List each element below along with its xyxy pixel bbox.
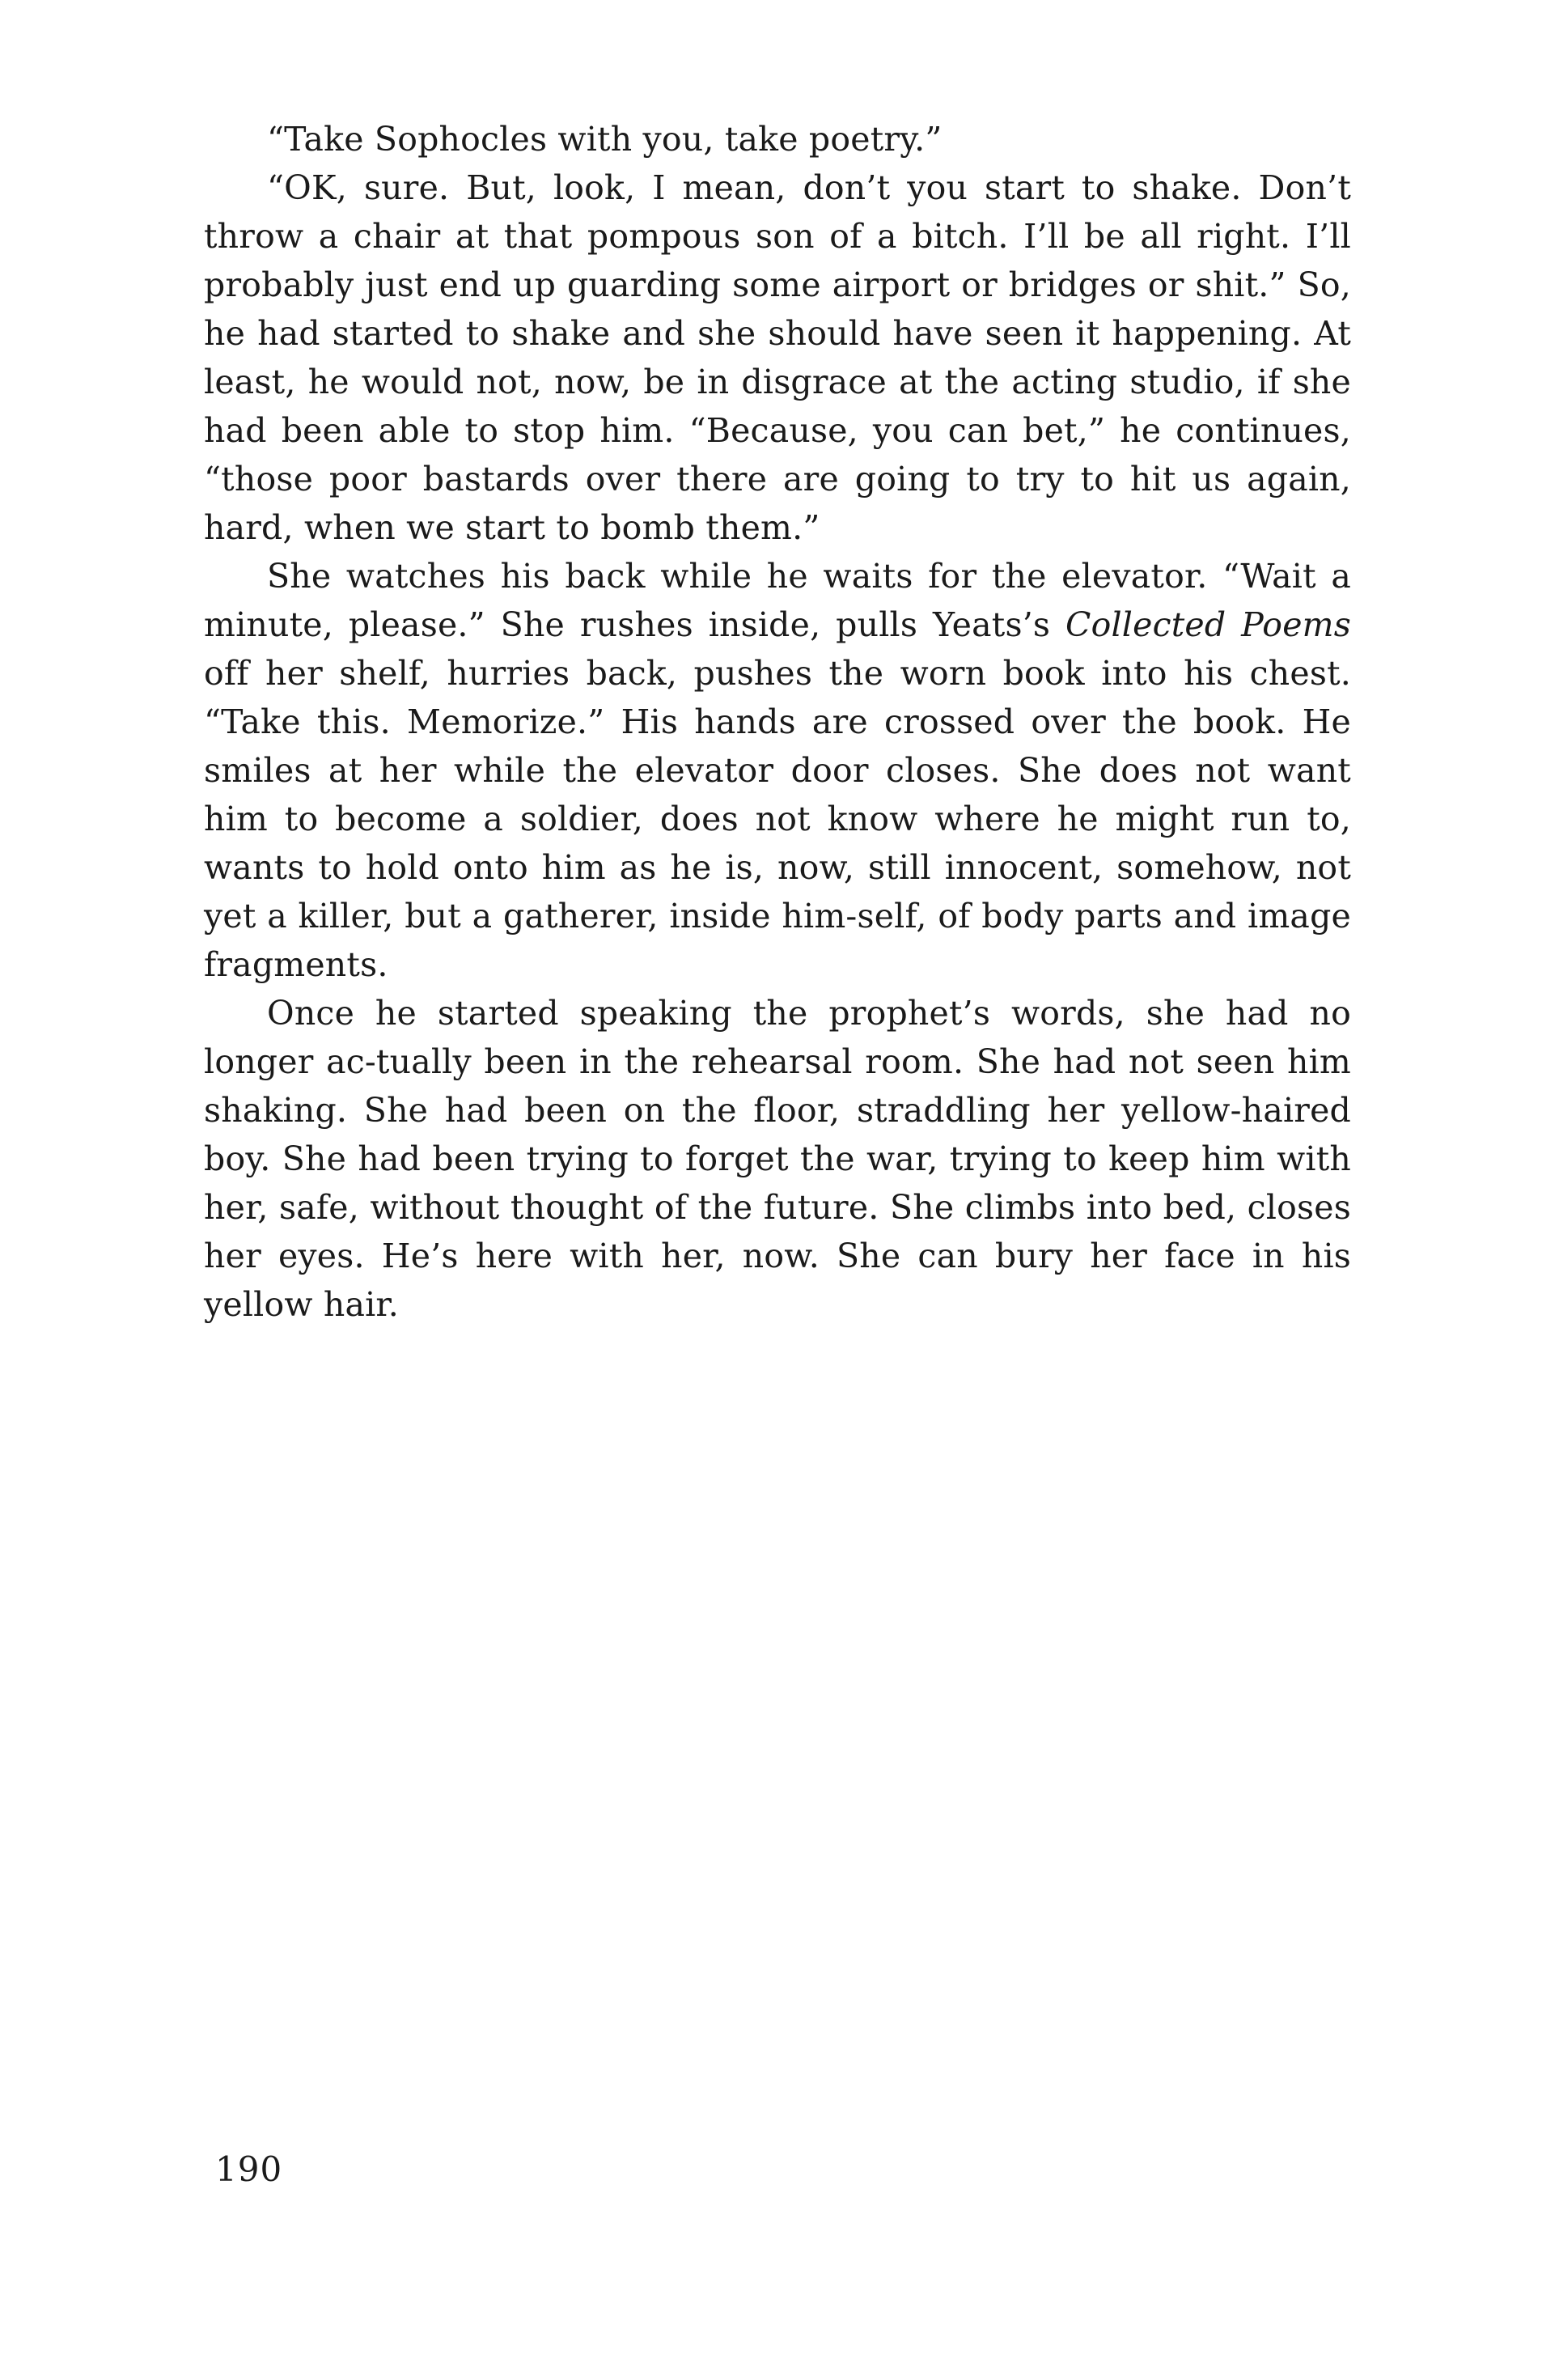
page-number: 190	[215, 2149, 283, 2189]
body-text	[204, 115, 1351, 1329]
paragraph-2: “OK, sure. But, look, I mean, don’t you start to shake. Don’t throw a chair at that pompous son of a bitch. I’ll be all right. I’ll probably just end up guarding some airport or bridges or shit.” So, he had started to shake and she should have seen it happening. At least, he would not, now, be in disgrace at the acting studio, if she had been able to stop him. “Because, you can bet,” he continues, “those poor bastards over there are going to try to hit us again, hard, when we start to bomb them.”	[204, 168, 1351, 547]
paragraph-3-before: She watches his back while he waits for the elevator. “Wait a minute, please.” She rushes inside, pulls Yeats’s	[204, 557, 1351, 644]
book-title-italic: Collected Poems	[1065, 605, 1351, 644]
paragraph-3	[204, 552, 1351, 989]
paragraph-3-after: off her shelf, hurries back, pushes the worn book into his chest. “Take this. Memorize.” His hands are crossed over the book. He smiles at her while the elevator door closes. She does not want him to become a soldier, does not know where he might run to, wants to hold onto him as he is, now, still innocent, somehow, not yet a killer, but a gatherer, inside him‑self, of body parts and image fragments.	[204, 654, 1351, 984]
paragraph-4: Once he started speaking the prophet’s words, she had no longer ac‑tually been in the rehearsal room. She had not seen him shaking. She had been on the floor, straddling her yellow-haired boy. She had been trying to forget the war, trying to keep him with her, safe, without thought of the future. She climbs into bed, closes her eyes. He’s here with her, now. She can bury her face in his yellow hair.	[204, 994, 1351, 1324]
paragraph-1: “Take Sophocles with you, take poetry.”	[267, 120, 943, 159]
